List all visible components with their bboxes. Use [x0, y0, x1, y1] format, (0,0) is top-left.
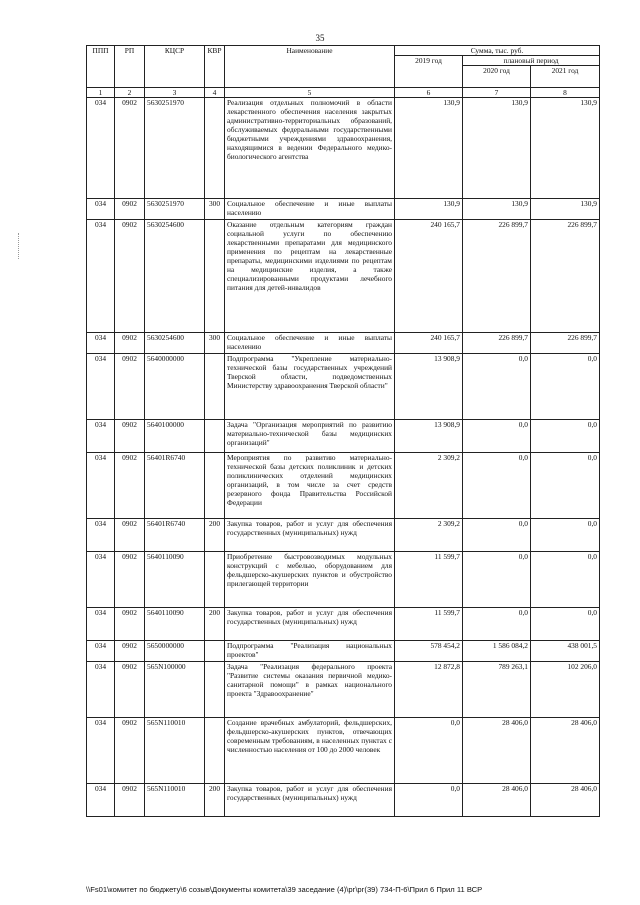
cell-amount-2020: 0,0	[463, 453, 531, 519]
cell-name: Задача "Реализация федерального проекта "Развитие системы оказания первичной медико-санитарной помощи" в рамках национального проекта "Здравоохранение"	[225, 662, 395, 718]
col-number: 8	[531, 88, 600, 98]
cell-rp: 0902	[115, 98, 145, 199]
cell-rp: 0902	[115, 608, 145, 641]
table-row	[87, 199, 600, 220]
cell-ppp: 034	[87, 420, 115, 453]
cell-name: Приобретение быстровозводимых модульных конструкций с мебелью, оборудованием для фельдшерско-акушерских пунктов и обустройство прилегающей территории	[225, 552, 395, 608]
cell-name: Социальное обеспечение и иные выплаты населению	[225, 199, 395, 220]
cell-ppp: 034	[87, 718, 115, 784]
cell-amount-2021: 28 406,0	[531, 718, 600, 784]
cell-rp: 0902	[115, 552, 145, 608]
table-row	[87, 420, 600, 453]
cell-kvr	[205, 220, 225, 333]
cell-ppp: 034	[87, 333, 115, 354]
cell-name: Социальное обеспечение и иные выплаты населению	[225, 333, 395, 354]
cell-kcsr: 56401R6740	[145, 453, 205, 519]
margin-mark	[18, 233, 20, 259]
cell-amount-2019: 11 599,7	[395, 608, 463, 641]
cell-amount-2021: 0,0	[531, 552, 600, 608]
cell-amount-2020: 1 586 084,2	[463, 641, 531, 662]
cell-name: Закупка товаров, работ и услуг для обеспечения государственных (муниципальных) нужд	[225, 784, 395, 817]
cell-amount-2019: 130,9	[395, 98, 463, 199]
page-number: 35	[315, 33, 325, 43]
col-number: 3	[145, 88, 205, 98]
table-row	[87, 641, 600, 662]
table-row	[87, 608, 600, 641]
cell-kcsr: 5630251970	[145, 98, 205, 199]
cell-amount-2019: 578 454,2	[395, 641, 463, 662]
cell-ppp: 034	[87, 552, 115, 608]
cell-kcsr: 565N110010	[145, 718, 205, 784]
table-row	[87, 333, 600, 354]
cell-ppp: 034	[87, 354, 115, 420]
cell-amount-2021: 0,0	[531, 420, 600, 453]
cell-amount-2019: 12 872,8	[395, 662, 463, 718]
cell-amount-2021: 130,9	[531, 199, 600, 220]
cell-amount-2021: 28 406,0	[531, 784, 600, 817]
cell-amount-2019: 13 908,9	[395, 354, 463, 420]
cell-amount-2019: 11 599,7	[395, 552, 463, 608]
header-ppp: ППП	[87, 46, 115, 88]
cell-amount-2021: 226 899,7	[531, 220, 600, 333]
cell-kvr	[205, 662, 225, 718]
cell-amount-2020: 130,9	[463, 199, 531, 220]
cell-name: Мероприятия по развитию материально-технической базы детских поликлиник и детских поликлинических отделений медицинских организаций, в том числе за счет средств резервного фонда Правительства Российской Федерации	[225, 453, 395, 519]
budget-table	[86, 45, 600, 817]
cell-kcsr: 5650000000	[145, 641, 205, 662]
cell-amount-2019: 13 908,9	[395, 420, 463, 453]
cell-kvr	[205, 552, 225, 608]
cell-name: Реализация отдельных полномочий в области лекарственного обеспечения населения закрытых административно-территориальных образований, обслуживаемых федеральными государственными бюджетными учреждениями здравоохранения, находящимися в ведении Федерального медико-биологического агентства	[225, 98, 395, 199]
cell-rp: 0902	[115, 333, 145, 354]
header-name: Наименование	[225, 46, 395, 88]
cell-ppp: 034	[87, 641, 115, 662]
cell-rp: 0902	[115, 662, 145, 718]
table-row	[87, 662, 600, 718]
cell-ppp: 034	[87, 784, 115, 817]
table-row	[87, 718, 600, 784]
cell-amount-2020: 0,0	[463, 354, 531, 420]
footer-file-path: \\Fs01\комитет по бюджету\6 созыв\Документы комитета\39 заседание (4)\рг\рг(39) 734-П-6\Прил 6 Прил 11 ВСР	[86, 885, 483, 894]
cell-kcsr: 56401R6740	[145, 519, 205, 552]
cell-rp: 0902	[115, 453, 145, 519]
cell-amount-2021: 226 899,7	[531, 333, 600, 354]
cell-amount-2019: 130,9	[395, 199, 463, 220]
cell-ppp: 034	[87, 608, 115, 641]
cell-ppp: 034	[87, 519, 115, 552]
cell-kcsr: 5640110090	[145, 608, 205, 641]
cell-rp: 0902	[115, 220, 145, 333]
cell-amount-2021: 0,0	[531, 608, 600, 641]
cell-amount-2021: 0,0	[531, 354, 600, 420]
cell-rp: 0902	[115, 420, 145, 453]
col-number: 2	[115, 88, 145, 98]
cell-name: Закупка товаров, работ и услуг для обеспечения государственных (муниципальных) нужд	[225, 519, 395, 552]
cell-kcsr: 565N100000	[145, 662, 205, 718]
cell-name: Закупка товаров, работ и услуг для обеспечения государственных (муниципальных) нужд	[225, 608, 395, 641]
cell-kvr: 300	[205, 199, 225, 220]
cell-name: Задача "Организация мероприятий по развитию материально-технической базы медицинских организаций"	[225, 420, 395, 453]
table-row	[87, 98, 600, 199]
col-number: 1	[87, 88, 115, 98]
cell-amount-2021: 130,9	[531, 98, 600, 199]
cell-ppp: 034	[87, 453, 115, 519]
cell-amount-2019: 2 309,2	[395, 519, 463, 552]
cell-amount-2020: 226 899,7	[463, 333, 531, 354]
cell-kcsr: 565N110010	[145, 784, 205, 817]
cell-amount-2021: 102 206,0	[531, 662, 600, 718]
header-kcsr: КЦСР	[145, 46, 205, 88]
header-kvr: КВР	[205, 46, 225, 88]
col-number: 7	[463, 88, 531, 98]
cell-kvr	[205, 354, 225, 420]
cell-kvr: 200	[205, 608, 225, 641]
cell-rp: 0902	[115, 718, 145, 784]
cell-amount-2020: 0,0	[463, 552, 531, 608]
cell-amount-2019: 240 165,7	[395, 220, 463, 333]
cell-ppp: 034	[87, 98, 115, 199]
table-row	[87, 453, 600, 519]
cell-kcsr: 5630251970	[145, 199, 205, 220]
cell-name: Подпрограмма "Укрепление материально-технической базы государственных учреждений Тверской области, подведомственных Министерству здравоохранения Тверской области"	[225, 354, 395, 420]
cell-kvr	[205, 641, 225, 662]
table-row	[87, 552, 600, 608]
header-plan-period: плановый период	[463, 56, 600, 66]
header-year-2021: 2021 год	[531, 66, 600, 88]
cell-kcsr: 5630254600	[145, 220, 205, 333]
cell-rp: 0902	[115, 199, 145, 220]
cell-amount-2021: 0,0	[531, 519, 600, 552]
cell-amount-2020: 0,0	[463, 608, 531, 641]
cell-rp: 0902	[115, 784, 145, 817]
cell-kvr	[205, 453, 225, 519]
header-rp: РП	[115, 46, 145, 88]
cell-kvr: 200	[205, 784, 225, 817]
cell-amount-2019: 0,0	[395, 718, 463, 784]
table-row	[87, 354, 600, 420]
cell-rp: 0902	[115, 519, 145, 552]
cell-kvr	[205, 420, 225, 453]
col-number: 4	[205, 88, 225, 98]
cell-kvr: 200	[205, 519, 225, 552]
cell-ppp: 034	[87, 199, 115, 220]
cell-amount-2020: 130,9	[463, 98, 531, 199]
cell-amount-2020: 226 899,7	[463, 220, 531, 333]
cell-name: Подпрограмма "Реализация национальных проектов"	[225, 641, 395, 662]
cell-rp: 0902	[115, 641, 145, 662]
cell-kcsr: 5630254600	[145, 333, 205, 354]
cell-amount-2020: 28 406,0	[463, 784, 531, 817]
col-number: 5	[225, 88, 395, 98]
cell-ppp: 034	[87, 220, 115, 333]
table-row	[87, 220, 600, 333]
cell-name: Создание врачебных амбулаторий, фельдшерских, фельдшерско-акушерских пунктов, отвечающих современным требованиям, в населенных пунктах с численностью населения от 100 до 2000 человек	[225, 718, 395, 784]
cell-amount-2020: 28 406,0	[463, 718, 531, 784]
cell-amount-2019: 0,0	[395, 784, 463, 817]
cell-kvr: 300	[205, 333, 225, 354]
header-sum-title: Сумма, тыс. руб.	[395, 46, 600, 56]
table-row	[87, 519, 600, 552]
cell-ppp: 034	[87, 662, 115, 718]
cell-amount-2020: 0,0	[463, 420, 531, 453]
cell-rp: 0902	[115, 354, 145, 420]
cell-name: Оказание отдельным категориям граждан социальной услуги по обеспечению лекарственными препаратами для медицинского применения по рецептам на лекарственные препараты, медицинскими изделиями по рецептам на медицинские изделия, а также специализированными продуктами лечебного питания для детей-инвалидов	[225, 220, 395, 333]
cell-amount-2020: 789 263,1	[463, 662, 531, 718]
cell-amount-2020: 0,0	[463, 519, 531, 552]
cell-amount-2019: 240 165,7	[395, 333, 463, 354]
table-row	[87, 784, 600, 817]
cell-amount-2019: 2 309,2	[395, 453, 463, 519]
header-year-2019: 2019 год	[395, 56, 463, 88]
cell-amount-2021: 0,0	[531, 453, 600, 519]
cell-kvr	[205, 718, 225, 784]
col-number: 6	[395, 88, 463, 98]
cell-amount-2021: 438 001,5	[531, 641, 600, 662]
cell-kvr	[205, 98, 225, 199]
header-year-2020: 2020 год	[463, 66, 531, 88]
cell-kcsr: 5640110090	[145, 552, 205, 608]
cell-kcsr: 5640100000	[145, 420, 205, 453]
cell-kcsr: 5640000000	[145, 354, 205, 420]
